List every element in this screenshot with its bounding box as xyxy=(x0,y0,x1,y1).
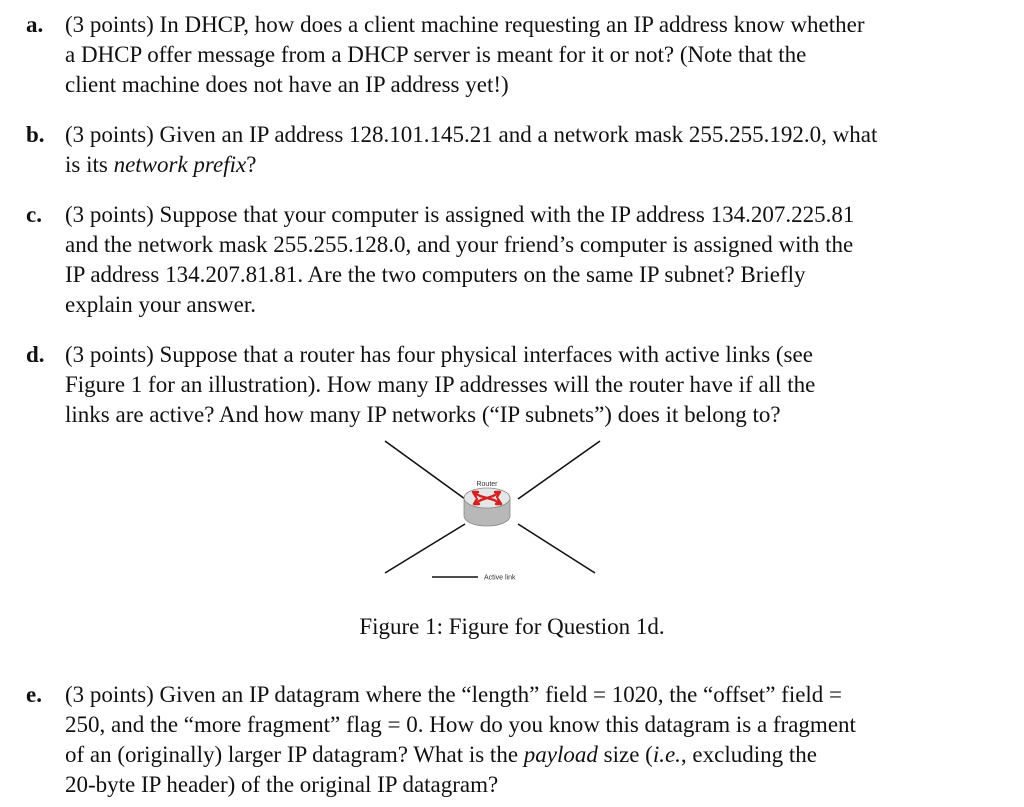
active-link-line xyxy=(385,441,465,499)
question-label: d. xyxy=(26,342,45,367)
legend-label: Active link xyxy=(484,574,516,582)
question-line xyxy=(65,150,982,180)
question-label: c. xyxy=(26,202,42,227)
active-link-line xyxy=(518,524,595,573)
emphasis-payload: payload xyxy=(523,742,598,767)
question-text xyxy=(65,120,982,180)
text-run: is its xyxy=(65,152,114,177)
question-line: a DHCP offer message from a DHCP server is meant for it or not? (Note that the xyxy=(65,42,807,67)
question-a xyxy=(26,10,982,100)
text-run: of an (originally) larger IP datagram? What is the xyxy=(65,742,524,767)
active-link-line xyxy=(518,441,600,499)
question-line: (3 points) Given an IP datagram where the “length” field = 1020, the “offset” field = xyxy=(65,682,843,707)
question-text xyxy=(65,680,982,800)
question-b xyxy=(26,120,982,180)
question-e xyxy=(26,680,982,800)
question-label: a. xyxy=(26,12,44,37)
figure-caption: Figure 1: Figure for Question 1d. xyxy=(359,614,665,639)
question-line: explain your answer. xyxy=(65,292,256,317)
emphasis-ie: i.e. xyxy=(652,742,681,767)
question-label: b. xyxy=(26,122,45,147)
emphasis-network-prefix: network prefix xyxy=(113,152,247,177)
question-line: (3 points) Given an IP address 128.101.145.21 and a network mask 255.255.192.0, what xyxy=(65,122,878,147)
router-label: Router xyxy=(476,481,498,488)
question-line: client machine does not have an IP address yet!) xyxy=(65,72,509,97)
question-c xyxy=(26,200,982,320)
question-d xyxy=(26,340,982,430)
text-run: size ( xyxy=(597,742,653,767)
question-text xyxy=(65,200,982,320)
question-label: e. xyxy=(26,682,42,707)
question-line: (3 points) Suppose that your computer is assigned with the IP address 134.207.225.81 xyxy=(65,202,855,227)
router-icon xyxy=(464,488,510,526)
question-line: 20-byte IP header) of the original IP datagram? xyxy=(65,772,499,797)
text-run: ? xyxy=(246,152,257,177)
question-line: and the network mask 255.255.128.0, and your friend’s computer is assigned with the xyxy=(65,232,854,257)
active-link-line xyxy=(385,524,465,573)
question-line: 250, and the “more fragment” flag = 0. How do you know this datagram is a fragment xyxy=(65,712,856,737)
text-run: , excluding the xyxy=(680,742,817,767)
question-line: Figure 1 for an illustration). How many IP addresses will the router have if all the xyxy=(65,372,816,397)
question-line: (3 points) Suppose that a router has four physical interfaces with active links (see xyxy=(65,342,813,367)
question-text xyxy=(65,340,982,430)
router-figure xyxy=(380,436,605,586)
question-text xyxy=(65,10,982,100)
question-line: links are active? And how many IP networks (“IP subnets”) does it belong to? xyxy=(65,402,781,427)
question-line xyxy=(65,740,982,770)
question-line: IP address 134.207.81.81. Are the two computers on the same IP subnet? Briefly xyxy=(65,262,806,287)
question-line: (3 points) In DHCP, how does a client machine requesting an IP address know whether xyxy=(65,12,865,37)
